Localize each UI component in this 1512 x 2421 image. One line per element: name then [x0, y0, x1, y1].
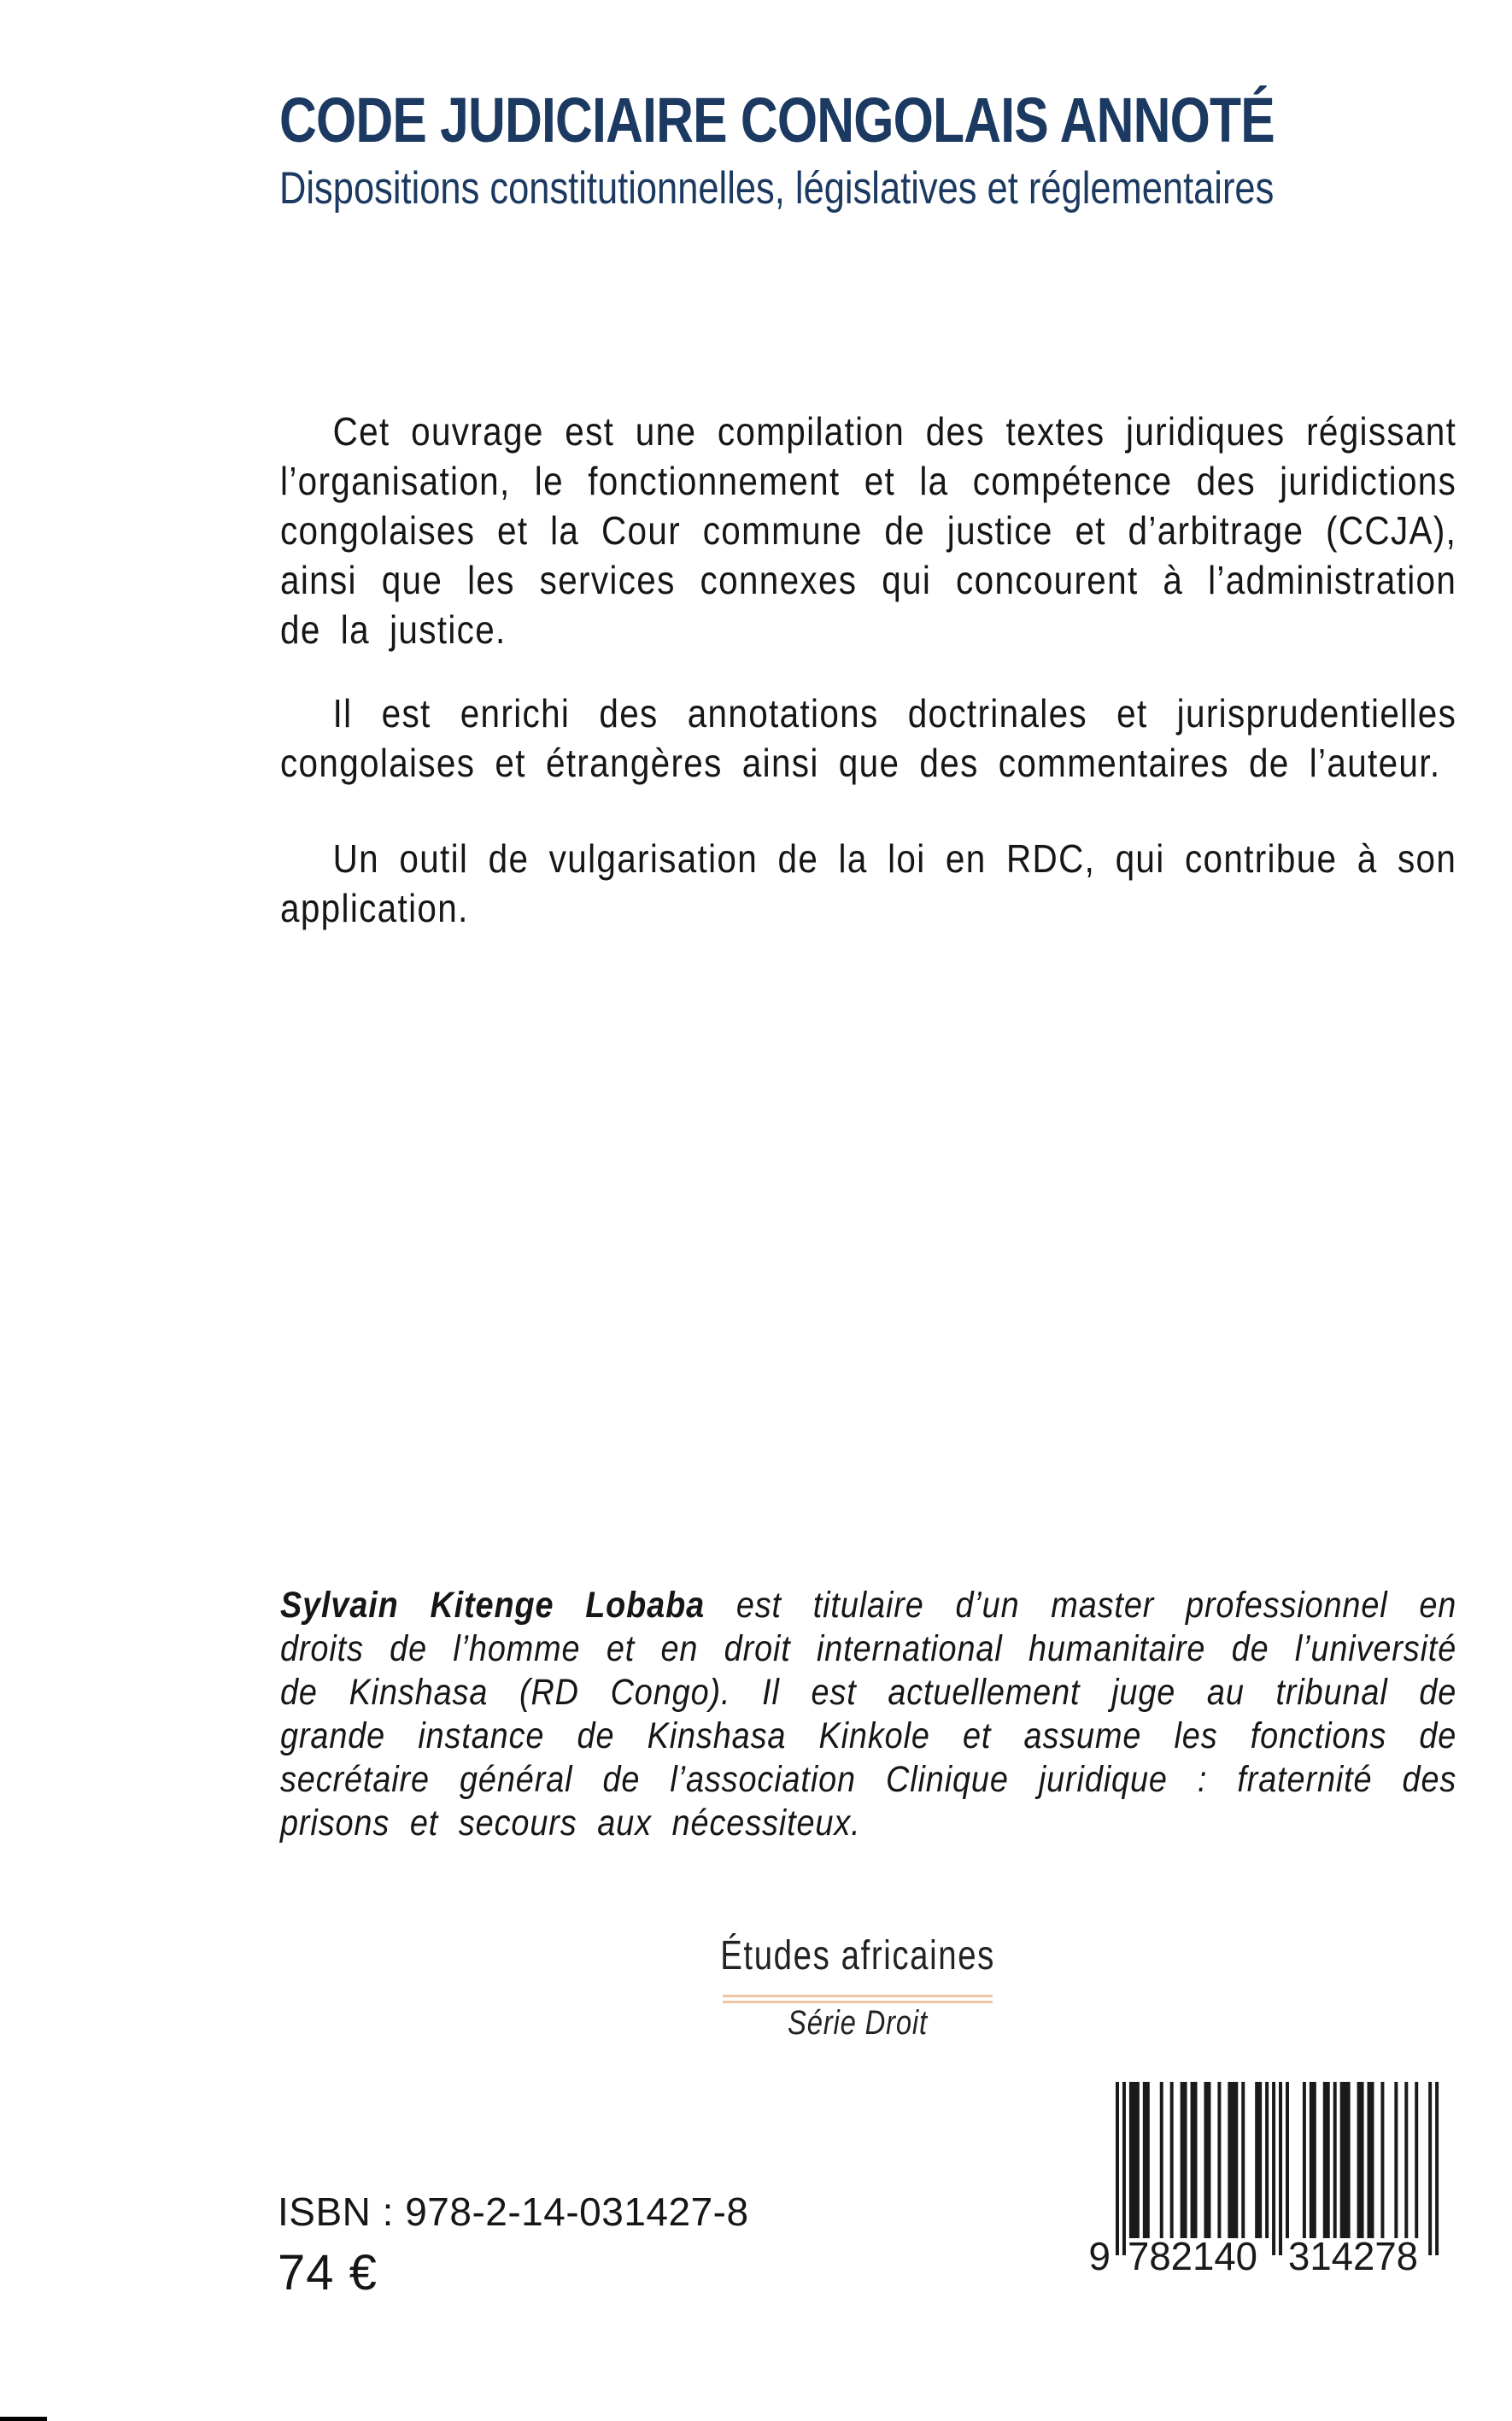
barcode-bar: [1333, 2082, 1337, 2238]
barcode-bar: [1265, 2082, 1269, 2238]
barcode-bar: [1255, 2082, 1262, 2238]
barcode-bar: [1272, 2082, 1275, 2255]
barcode-bar: [1357, 2082, 1364, 2238]
barcode-bar: [1279, 2082, 1282, 2255]
author-name: Sylvain Kitenge Lobaba: [280, 1585, 706, 1626]
series-name-row: [102, 2006, 1512, 2040]
synopsis-paragraph: Un outil de vulgarisation de la loi en RDC, qui contribue à son application.: [280, 836, 1457, 930]
book-subtitle: Dispositions constitutionnelles, législatives et réglementaires: [279, 163, 1275, 214]
barcode-bar: [1241, 2082, 1245, 2238]
book-title: CODE JUDICIAIRE CONGOLAIS ANNOTÉ: [279, 85, 1275, 155]
barcode-bar: [1340, 2082, 1351, 2238]
barcode-bar: [1129, 2082, 1140, 2238]
synopsis-paragraph: Il est enrichi des annotations doctrinales et jurisprudentielles congolaises et étrangères ainsi que des commentaires de l’auteur.: [280, 691, 1457, 785]
barcode: [1085, 2082, 1444, 2273]
barcode-bar: [1394, 2082, 1398, 2238]
barcode-bar: [1415, 2082, 1418, 2238]
collection-name: Études africaines: [720, 1933, 995, 1978]
barcode-bar: [1435, 2082, 1439, 2255]
barcode-bar: [1404, 2082, 1408, 2238]
masthead: [279, 85, 1275, 214]
collection-underline: [723, 1995, 993, 2003]
barcode-bar: [1286, 2082, 1289, 2238]
barcode-bar: [1228, 2082, 1238, 2238]
barcode-bar: [1380, 2082, 1384, 2238]
barcode-bar: [1170, 2082, 1174, 2238]
author-bio-paragraph: [280, 1584, 1456, 1845]
barcode-bar: [1368, 2082, 1374, 2238]
scan-artifact: [0, 2417, 47, 2421]
barcode-bar: [1204, 2082, 1210, 2238]
series-name: Série Droit: [788, 2004, 928, 2042]
synopsis: [280, 407, 1456, 933]
barcode-bar: [1217, 2082, 1221, 2238]
barcode-bar: [1143, 2082, 1150, 2238]
barcode-digits: 9: [1088, 2234, 1111, 2273]
barcode-bar: [1323, 2082, 1330, 2238]
barcode-bar: [1303, 2082, 1306, 2238]
barcode-bar: [1122, 2082, 1126, 2255]
barcode-bar: [1181, 2082, 1187, 2238]
barcode-bar: [1191, 2082, 1198, 2238]
price: 74 €: [278, 2245, 378, 2301]
collection-name-row: [102, 1933, 1512, 1978]
barcode-digits: 782140: [1128, 2234, 1257, 2273]
barcode-bar: [1310, 2082, 1316, 2238]
author-bio-text: est titulaire d’un master professionnel en droits de l’homme et en droit international humanitaire de l’université de Kinshasa (RD Congo). Il est actuellement juge au tribunal de grande instance de Kinshasa Kinkole et assume les fonctions de secrétaire général de l’association Clinique juridique : fraternité des prisons et secours aux nécessiteux.: [280, 1585, 1457, 1844]
isbn: ISBN : 978-2-14-031427-8: [278, 2189, 749, 2234]
barcode-bar: [1116, 2082, 1119, 2255]
author-bio: [280, 1584, 1456, 1845]
barcode-digits: 314278: [1288, 2234, 1418, 2273]
barcode-bar: [1160, 2082, 1163, 2238]
barcode-bar: [1428, 2082, 1432, 2255]
synopsis-paragraph: Cet ouvrage est une compilation des textes juridiques régissant l’organisation, le fonctionnement et la compétence des juridictions congolaises et la Cour commune de justice et d’arbitrage (CCJA), ainsi que les services connexes qui concourent à l’administration de la justice.: [280, 409, 1457, 652]
